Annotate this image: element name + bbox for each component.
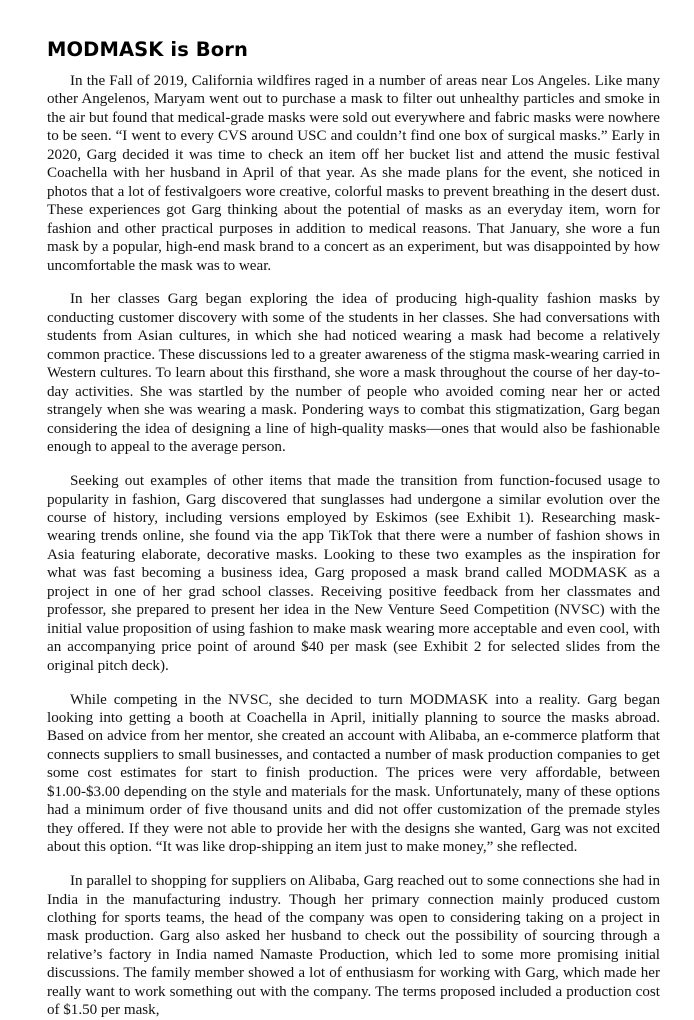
- document-body: [47, 38, 660, 1020]
- body-paragraph: Seeking out examples of other items that made the transition from function-focused usage to popularity in fashion, Garg discovered that sunglasses had undergone a similar evolution over the course of history, including versions employed by Eskimos (see Exhibit 1). Researching mask-wearing trends online, she found via the app TikTok that there were a number of fashion shows in Asia featuring elaborate, decorative masks. Looking to these two examples as the inspiration for what was fast becoming a business idea, Garg proposed a mask brand called MODMASK as a project in one of her grad school classes. Receiving positive feedback from her classmates and professor, she prepared to present her idea in the New Venture Seed Competition (NVSC) with the initial value proposition of using fashion to make mask wearing more acceptable and even cool, with an accompanying price point of around $40 per mask (see Exhibit 2 for selected slides from the original pitch deck).: [47, 473, 660, 674]
- body-paragraph: While competing in the NVSC, she decided to turn MODMASK into a reality. Garg began looking into getting a booth at Coachella in April, initially planning to source the masks abroad. Based on advice from her mentor, she created an account with Alibaba, an e-commerce platform that connects suppliers to small businesses, and contacted a number of mask production companies to get some cost estimates for start to finish production. The prices were very affordable, between $1.00-$3.00 depending on the style and materials for the mask. Unfortunately, many of these options had a minimum order of five thousand units and did not offer customization of the premade styles they offered. If they were not able to provide her with the designs she wanted, Garg was not excited about this option. “It was like drop-shipping an item just to make money,” she reflected.: [47, 691, 660, 856]
- body-paragraph: In parallel to shopping for suppliers on Alibaba, Garg reached out to some connections she had in India in the manufacturing industry. Though her primary connection mainly produced custom clothing for sports teams, the head of the company was open to considering taking on a project in mask production. Garg also asked her husband to check out the possibility of sourcing through a relative’s factory in India named Namaste Production, which led to some more promising initial discussions. The family member showed a lot of enthusiasm for working with Garg, which made her really want to work something out with the company. The terms proposed included a production cost of $1.50 per mask,: [47, 873, 660, 1019]
- page-title: MODMASK is Born: [47, 38, 248, 61]
- body-paragraph: In the Fall of 2019, California wildfires raged in a number of areas near Los Angeles. Like many other Angelenos, Maryam went out to purchase a mask to filter out unhealthy particles and smoke in the air but found that medical-grade masks were sold out everywhere and fabric masks were nowhere to be seen. “I went to every CVS around USC and couldn’t find one box of surgical masks.” Early in 2020, Garg decided it was time to check an item off her bucket list and attend the music festival Coachella with her husband in April of that year. As she made plans for the event, she noticed in photos that a lot of festivalgoers wore creative, colorful masks to prevent breathing in the desert dust. These experiences got Garg thinking about the potential of masks as an everyday item, worn for fashion and other practical purposes in addition to medical reasons. That January, she wore a fun mask by a popular, high-end mask brand to a concert as an experiment, but was disappointed by how uncomfortable the mask was to wear.: [47, 73, 660, 274]
- body-paragraph: In her classes Garg began exploring the idea of producing high-quality fashion masks by conducting customer discovery with some of the students in her classes. She had conversations with students from Asian cultures, in which she had noticed wearing a mask had become a relatively common practice. These discussions led to a greater awareness of the stigma mask-wearing carried in Western cultures. To learn about this firsthand, she wore a mask throughout the course of her day-to-day activities. She was startled by the number of people who avoided coming near her or acted strangely when she was wearing a mask. Pondering ways to combat this stigmatization, Garg began considering the idea of designing a line of high-quality masks—ones that would also be fashionable enough to appeal to the average person.: [47, 291, 660, 456]
